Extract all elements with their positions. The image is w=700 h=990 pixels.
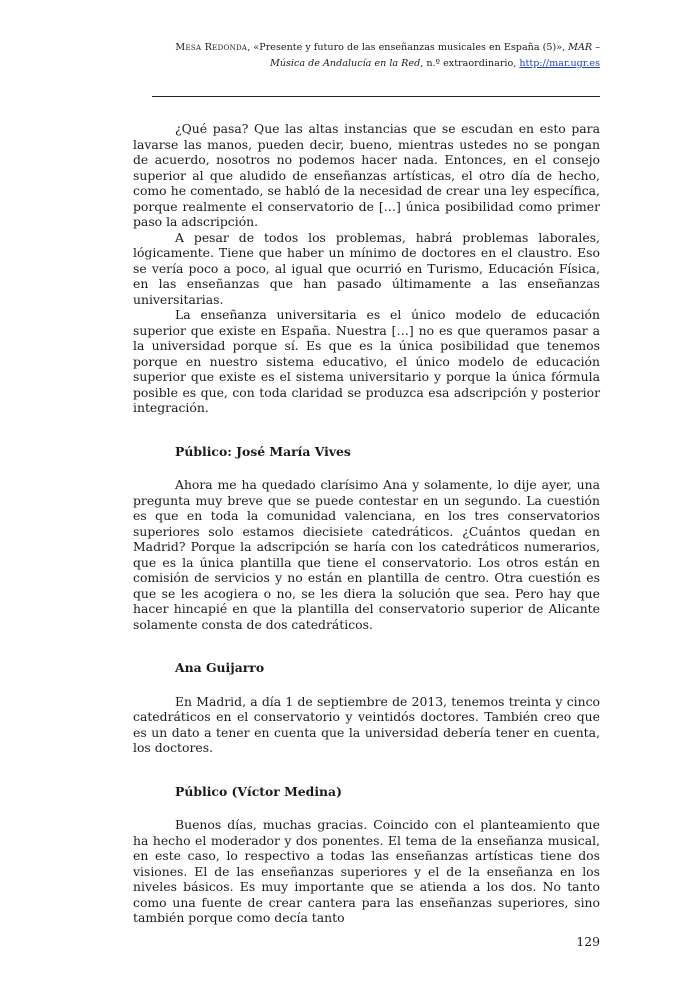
document-body [133,121,600,926]
header-url-link[interactable]: http://mar.ugr.es [519,58,600,69]
header-title: , «Presente y futuro de las enseñanzas musicales en España (5)», [247,42,569,53]
page-number: 129 [576,934,600,949]
header-divider [152,96,600,97]
header-author: Mesa Redonda [175,42,248,53]
paragraph: Buenos días, muchas gracias. Coincido con el planteamiento que ha hecho el moderador y dos ponentes. El tema de la enseñanza musical, en este caso, lo respectivo a todas las enseñanzas artísticas tiene dos visiones. El de las enseñanzas superiores y el de la enseñanza en los niveles básicos. Es muy importante que se atienda a los dos. No tanto como una fuente de crear cantera para las enseñanzas superiores, sino también porque como decía tanto [133,817,600,925]
speaker-heading: Ana Guijarro [175,660,265,675]
speaker-heading: Público: José María Vives [175,443,351,459]
header-issue: , n.º extraordinario, [420,58,520,69]
paragraph: Ahora me ha quedado clarísimo Ana y solamente, lo dije ayer, una pregunta muy breve que se puede contestar en un segundo. La cuestión es que en toda la comunidad valenciana, en los tres conservatorios superiores solo estamos diecisiete catedráticos. ¿Cuántos quedan en Madrid? Porque la adscripción se haría con los catedráticos numerarios, que es la única plantilla que tiene el conservatorio. Los otros están en comisión de servicios y no están en plantilla de centro. Otra cuestión es que se les acogiera o no, se les diera la solución que sea. Pero hay que hacer hincapié en que la plantilla del conservatorio superior de Alicante solamente consta de dos catedráticos. [133,477,600,632]
paragraph: En Madrid, a día 1 de septiembre de 2013, tenemos treinta y cinco catedráticos en el conservatorio y veintidós doctores. También creo que es un dato a tener en cuenta que la universidad debería tener en cuenta, los doctores. [133,693,600,755]
header-journal: MAR – Música de Andalucía en la Red [270,42,600,69]
speaker-heading: Público (Víctor Medina) [175,783,342,799]
running-header [140,40,600,72]
paragraph: ¿Qué pasa? Que las altas instancias que se escudan en esto para lavarse las manos, pueden decir, bueno, mientras ustedes no se pongan de acuerdo, nosotros no podemos hacer nada. Entonces, en el consejo superior al que aludido de enseñanzas artísticas, el otro día de hecho, como he comentado, se habló de la necesidad de crear una ley específica, porque realmente el conservatorio de […] única posibilidad como primer paso la adscripción. [133,121,600,229]
paragraph: A pesar de todos los problemas, habrá problemas laborales, lógicamente. Tiene que haber un mínimo de doctores en el claustro. Eso se vería poco a poco, al igual que ocurrió en Turismo, Educación Física, en las enseñanzas que han pasado últimamente a las enseñanzas universitarias. [133,229,600,307]
paragraph: La enseñanza universitaria es el único modelo de educación superior que existe en España. Nuestra […] no es que queramos pasar a la universidad porque sí. Es que es la única posibilidad que tenemos porque en nuestro sistema educativo, el único modelo de educación superior que existe es el sistema universitario y porque la única fórmula posible es que, con toda claridad se produzca esa adscripción y posterior integración. [133,307,600,415]
